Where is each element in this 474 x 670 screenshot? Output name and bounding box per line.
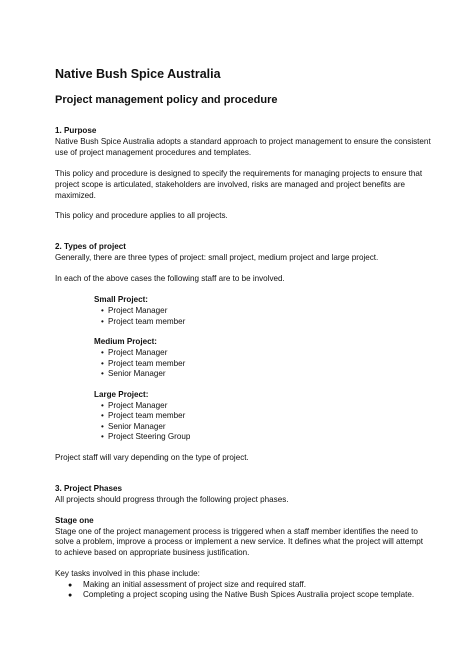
list-item: • Project Manager: [101, 401, 168, 410]
bullet-icon: ●: [68, 582, 73, 589]
list-item: ● Completing a project scoping using the Native Bush Spices Australia project scope template.: [68, 590, 414, 602]
bullet-icon: •: [101, 422, 104, 431]
bullet-icon: •: [101, 369, 104, 378]
bullet-icon: •: [101, 432, 104, 441]
purpose-text: Native Bush Spice Australia adopts a standard approach to project management to ensure the consistent: [55, 137, 431, 146]
list-item: ● Making an initial assessment of project size and required staff.: [68, 580, 306, 592]
phases-heading: 3. Project Phases: [55, 484, 123, 493]
bullet-icon: •: [101, 359, 104, 368]
list-item: • Project Manager: [101, 348, 168, 357]
purpose-text: maximized.: [55, 191, 96, 200]
stage-text: to achieve based on appropriate business justification.: [55, 548, 250, 557]
purpose-text: project scope is articulated, stakeholders are involved, risks are managed and project benefits are: [55, 180, 406, 189]
list-item: • Project Steering Group: [101, 432, 191, 441]
stage-one-title: Stage one: [55, 516, 94, 525]
list-item: • Project Manager: [101, 306, 168, 315]
list-item: • Senior Manager: [101, 369, 166, 378]
types-text: Project staff will vary depending on the type of project.: [55, 453, 249, 462]
types-text: In each of the above cases the following staff are to be involved.: [55, 274, 285, 283]
bullet-icon: ●: [68, 592, 73, 599]
list-item: • Senior Manager: [101, 422, 166, 431]
bullet-icon: •: [101, 306, 104, 315]
purpose-text: This policy and procedure applies to all projects.: [55, 211, 228, 220]
bullet-icon: •: [101, 401, 104, 410]
types-text: Generally, there are three types of project: small project, medium project and large project.: [55, 253, 379, 262]
stage-text: Stage one of the project management process is triggered when a staff member identifies the need to: [55, 527, 418, 536]
types-heading: 2. Types of project: [55, 242, 126, 251]
list-item: • Project team member: [101, 317, 186, 326]
document-subtitle: Project management policy and procedure: [55, 94, 278, 106]
tasks-intro: Key tasks involved in this phase include:: [55, 569, 200, 578]
list-item: • Project team member: [101, 411, 186, 420]
list-item: • Project team member: [101, 359, 186, 368]
purpose-text: use of project management procedures and templates.: [55, 148, 252, 157]
medium-project-title: Medium Project:: [94, 337, 157, 346]
phases-text: All projects should progress through the following project phases.: [55, 495, 289, 504]
purpose-text: This policy and procedure is designed to specify the requirements for managing projects to ensure that: [55, 169, 423, 178]
bullet-icon: •: [101, 317, 104, 326]
bullet-icon: •: [101, 348, 104, 357]
small-project-title: Small Project:: [94, 295, 148, 304]
stage-text: solve a problem, improve a process or implement a new service. It defines what the project will attempt: [55, 537, 423, 546]
purpose-heading: 1. Purpose: [55, 126, 97, 135]
document-title: Native Bush Spice Australia: [55, 67, 221, 81]
bullet-icon: •: [101, 411, 104, 420]
large-project-title: Large Project:: [94, 390, 149, 399]
